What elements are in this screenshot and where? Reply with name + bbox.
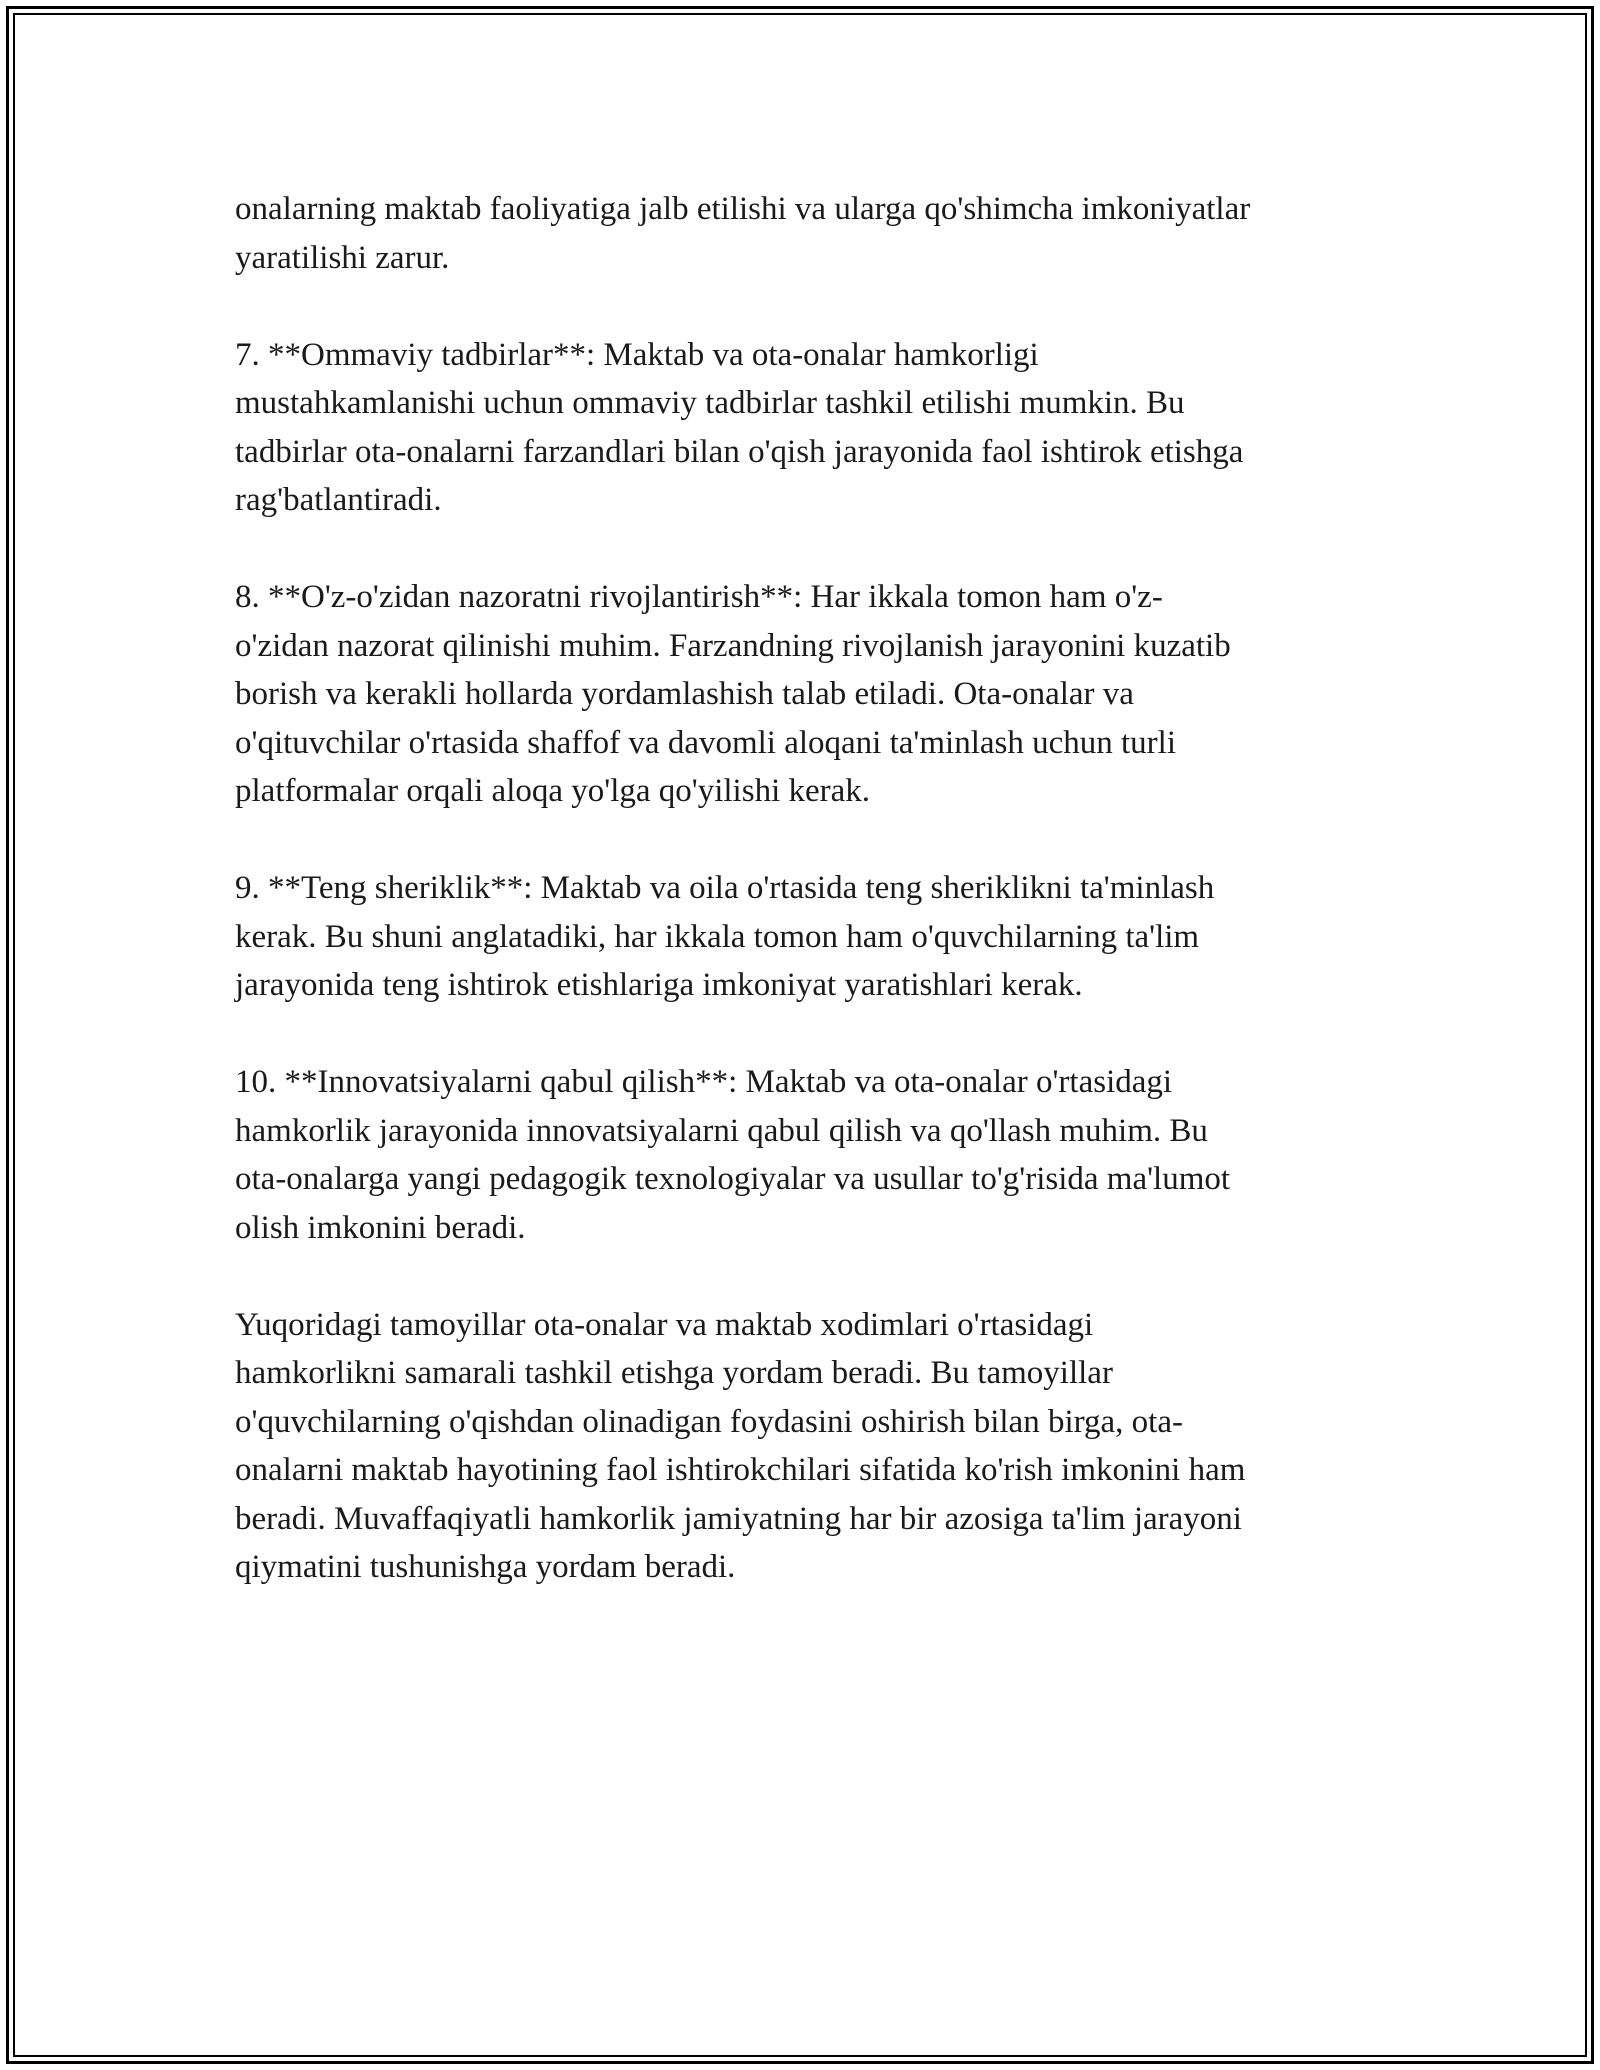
- text-line: 10. **Innovatsiyalarni qabul qilish**: Maktab va ota-onalar o'rtasidagi: [235, 1064, 1173, 1100]
- paragraph-intro: [235, 185, 1385, 282]
- text-line: rag'batlantiradi.: [235, 482, 442, 518]
- text-line: beradi. Muvaffaqiyatli hamkorlik jamiyatning har bir azosiga ta'lim jarayoni: [235, 1500, 1242, 1537]
- text-line: tadbirlar ota-onalarni farzandlari bilan o'qish jarayonida faol ishtirok etishga: [235, 433, 1244, 470]
- text-line: jarayonida teng ishtirok etishlariga imkoniyat yaratishlari kerak.: [235, 967, 1083, 1003]
- text-line: 8. **O'z-o'zidan nazoratni rivojlantirish**: Har ikkala tomon ham o'z-: [235, 579, 1163, 615]
- text-line: borish va kerakli hollarda yordamlashish talab etiladi. Ota-onalar va: [235, 676, 1134, 712]
- text-line: yaratilishi zarur.: [235, 239, 450, 276]
- text-line: mustahkamlanishi uchun ommaviy tadbirlar tashkil etilishi mumkin. Bu: [235, 385, 1185, 421]
- document-body: [235, 185, 1385, 1640]
- paragraph-item-9: [235, 864, 1385, 1010]
- paragraph-item-7: [235, 331, 1385, 525]
- text-line: ota-onalarga yangi pedagogik texnologiyalar va usullar to'g'risida ma'lumot: [235, 1161, 1231, 1197]
- text-line: 7. **Ommaviy tadbirlar**: Maktab va ota-onalar hamkorligi: [235, 336, 1039, 373]
- text-line: onalarning maktab faoliyatiga jalb etilishi va ularga qo'shimcha imkoniyatlar: [235, 191, 1251, 227]
- text-line: olish imkonini beradi.: [235, 1209, 526, 1246]
- paragraph-item-10: [235, 1058, 1385, 1252]
- text-line: kerak. Bu shuni anglatadiki, har ikkala tomon ham o'quvchilarning ta'lim: [235, 918, 1200, 955]
- text-line: 9. **Teng sheriklik**: Maktab va oila o'rtasida teng sheriklikni ta'minlash: [235, 870, 1215, 906]
- text-line: o'zidan nazorat qilinishi muhim. Farzandning rivojlanish jarayonini kuzatib: [235, 627, 1231, 664]
- paragraph-item-8: [235, 573, 1385, 816]
- text-line: o'quvchilarning o'qishdan olinadigan foydasini oshirish bilan birga, ota-: [235, 1403, 1183, 1440]
- text-line: qiymatini tushunishga yordam beradi.: [235, 1549, 736, 1585]
- text-line: platformalar orqali aloqa yo'lga qo'yilishi kerak.: [235, 773, 871, 809]
- text-line: Yuqoridagi tamoyillar ota-onalar va maktab xodimlari o'rtasidagi: [235, 1306, 1094, 1343]
- text-line: onalarni maktab hayotining faol ishtirokchilari sifatida ko'rish imkonini ham: [235, 1452, 1246, 1488]
- paragraph-conclusion: [235, 1301, 1385, 1592]
- text-line: hamkorlik jarayonida innovatsiyalarni qabul qilish va qo'llash muhim. Bu: [235, 1112, 1208, 1149]
- text-line: o'qituvchilar o'rtasida shaffof va davomli aloqani ta'minlash uchun turli: [235, 724, 1176, 761]
- text-line: hamkorlikni samarali tashkil etishga yordam beradi. Bu tamoyillar: [235, 1355, 1113, 1391]
